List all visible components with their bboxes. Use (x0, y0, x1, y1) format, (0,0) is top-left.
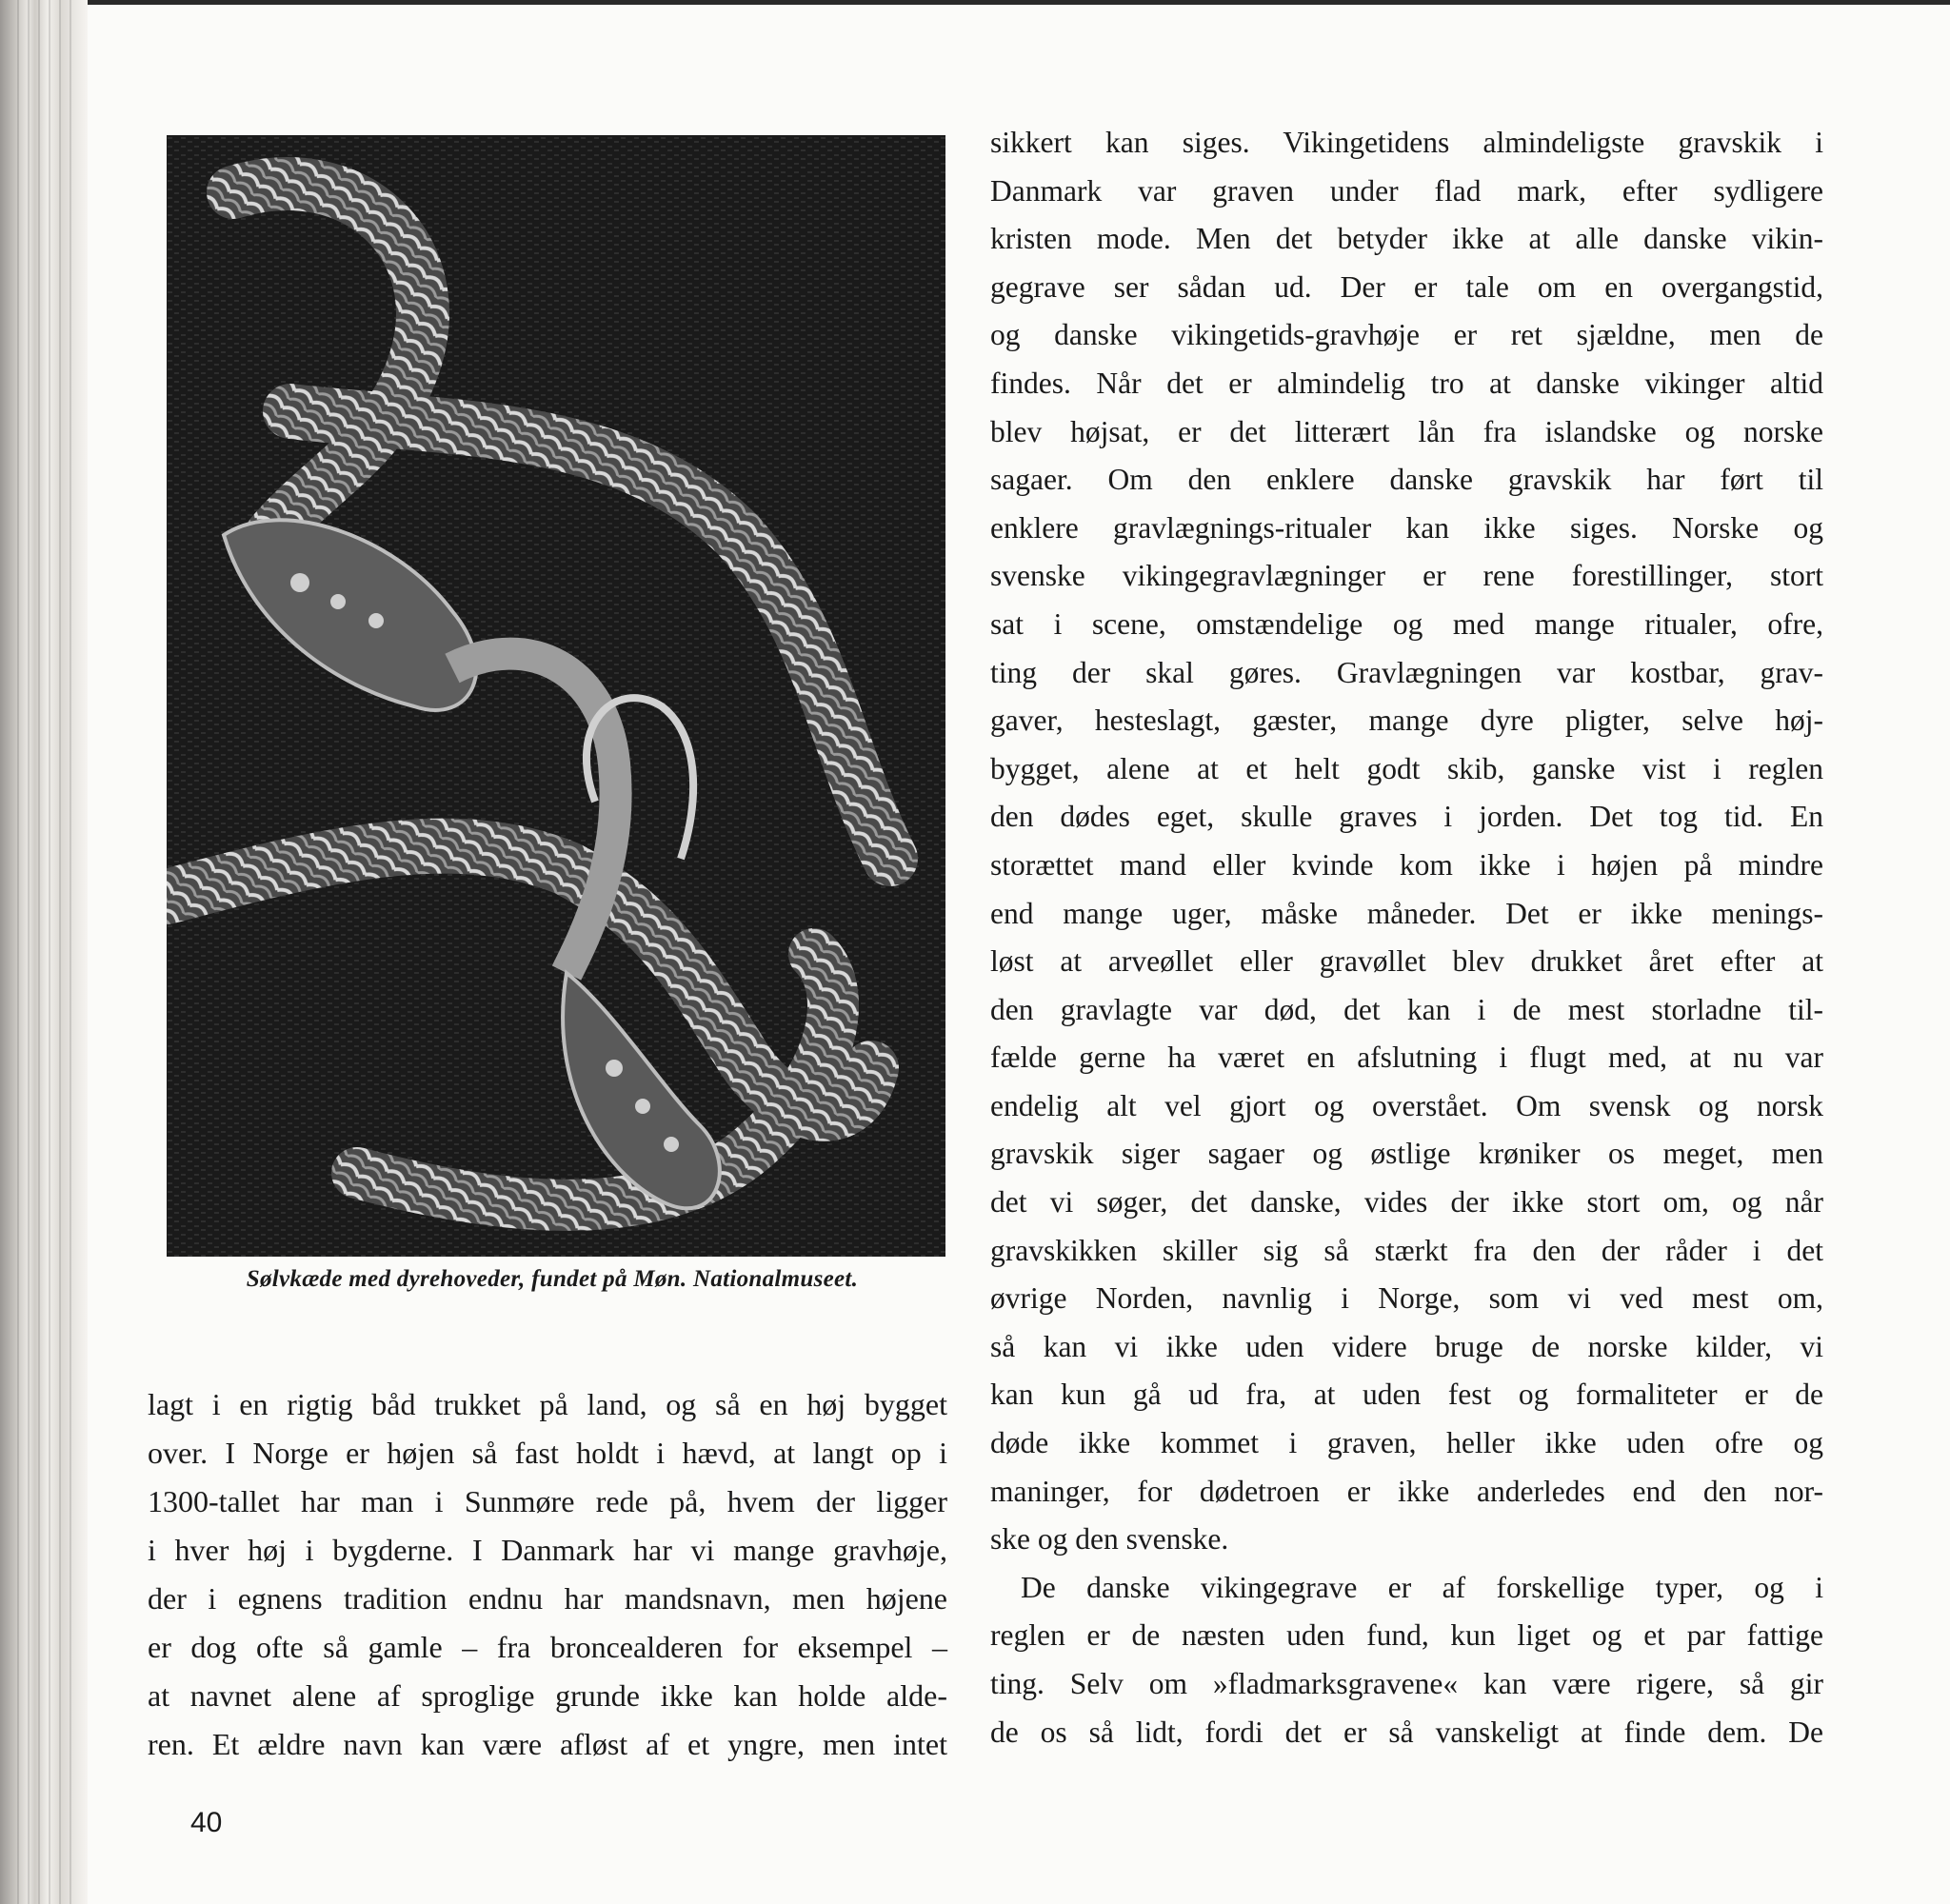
page-number: 40 (190, 1807, 223, 1838)
text-line: og danske vikingetids-gravhøje er ret sjældne, men de (990, 318, 1823, 352)
text-line: gaver, hesteslagt, gæster, mange dyre pligter, selve høj- (990, 704, 1823, 738)
text-line: ren. Et ældre navn kan være afløst af et yngre, men intet (148, 1727, 947, 1761)
text-line: De danske vikingegrave er af forskellige typer, og i (1021, 1570, 1823, 1604)
text-line: gravskik siger sagaer og østlige krøniker os meget, men (990, 1137, 1823, 1171)
right-text-column (990, 119, 1823, 1756)
page-top-edge (88, 0, 1950, 5)
text-line: er dog ofte så gamle – fra broncealderen for eksempel – (148, 1630, 947, 1664)
text-line: gegrave ser sådan ud. Der er tale om en overgangstid, (990, 269, 1823, 304)
text-line: svenske vikingegravlægninger er rene forestillinger, stort (990, 559, 1823, 593)
text-line: døde ikke kommet i graven, heller ikke uden ofre og (990, 1426, 1823, 1460)
text-line: sat i scene, omstændelige og med mange ritualer, ofre, (990, 606, 1823, 641)
text-line: gravskikken skiller sig så stærkt fra den der råder i det (990, 1233, 1823, 1267)
book-gutter-edge (0, 0, 88, 1904)
text-line: findes. Når det er almindelig tro at danske vikinger altid (990, 366, 1823, 400)
text-line: sagaer. Om den enklere danske gravskik har ført til (990, 463, 1823, 497)
text-line: 1300-tallet har man i Sunmøre rede på, hvem der ligger (148, 1484, 947, 1518)
text-line: ting. Selv om »fladmarksgravene« kan være rigere, så gir (990, 1667, 1823, 1700)
text-line: at navnet alene af sproglige grunde ikke kan holde alde- (148, 1678, 947, 1713)
text-line: ske og den svenske. (990, 1522, 1229, 1557)
text-line: løst at arveøllet eller gravøllet blev drukket året efter at (990, 944, 1823, 979)
text-line: storættet mand eller kvinde kom ikke i højen på mindre (990, 847, 1823, 882)
text-line: i hver høj i bygderne. I Danmark har vi mange gravhøje, (148, 1533, 947, 1567)
text-line: den gravlagte var død, det kan i de mest storladne til- (990, 992, 1823, 1026)
text-line: de os så lidt, fordi det er så vanskeligt at finde dem. De (990, 1715, 1823, 1749)
figure-caption: Sølvkæde med dyrehoveder, fundet på Møn. Nationalmuseet. (246, 1266, 859, 1292)
text-line: end mange uger, måske måneder. Det er ikke menings- (990, 896, 1823, 930)
text-line: sikkert kan siges. Vikingetidens almindeligste gravskik i (990, 126, 1823, 159)
text-line: lagt i en rigtig båd trukket på land, og så en høj bygget (148, 1387, 947, 1421)
text-line: over. I Norge er højen så fast holdt i hævd, at langt op i (148, 1436, 947, 1470)
text-line: reglen er de næsten uden fund, kun liget og et par fattige (990, 1618, 1823, 1653)
text-line: enklere gravlægnings-ritualer kan ikke siges. Norske og (990, 510, 1823, 545)
text-line: så kan vi ikke uden videre bruge de norske kilder, vi (990, 1329, 1823, 1363)
text-line: fælde gerne ha været en afslutning i flugt med, at nu var (990, 1041, 1823, 1075)
text-line: bygget, alene at et helt godt skib, ganske vist i reglen (990, 751, 1823, 785)
silver-chain-illustration (167, 135, 945, 1257)
text-line: kan kun gå ud fra, at uden fest og formaliteter er de (990, 1378, 1823, 1412)
text-line: øvrige Norden, navnlig i Norge, som vi ved mest om, (990, 1281, 1823, 1316)
text-line: maninger, for dødetroen er ikke anderledes end den nor- (990, 1474, 1823, 1508)
text-line: ting der skal gøres. Gravlægningen var kostbar, grav- (990, 655, 1823, 689)
text-line: den dødes eget, skulle graves i jorden. Det tog tid. En (990, 800, 1823, 834)
text-line: der i egnens tradition endnu har mandsnavn, men højene (148, 1581, 947, 1616)
text-line: kristen mode. Men det betyder ikke at alle danske vikin- (990, 222, 1823, 256)
page-edges (17, 0, 74, 1904)
text-line: endelig alt vel gjort og overstået. Om svensk og norsk (990, 1088, 1823, 1122)
text-line: Danmark var graven under flad mark, efter sydligere (990, 173, 1823, 208)
left-text-column (148, 1380, 947, 1769)
text-line: blev højsat, er det litterært lån fra islandske og norske (990, 414, 1823, 448)
silver-chain-photo (167, 135, 945, 1257)
text-line: det vi søger, det danske, vides der ikke stort om, og når (990, 1185, 1823, 1220)
